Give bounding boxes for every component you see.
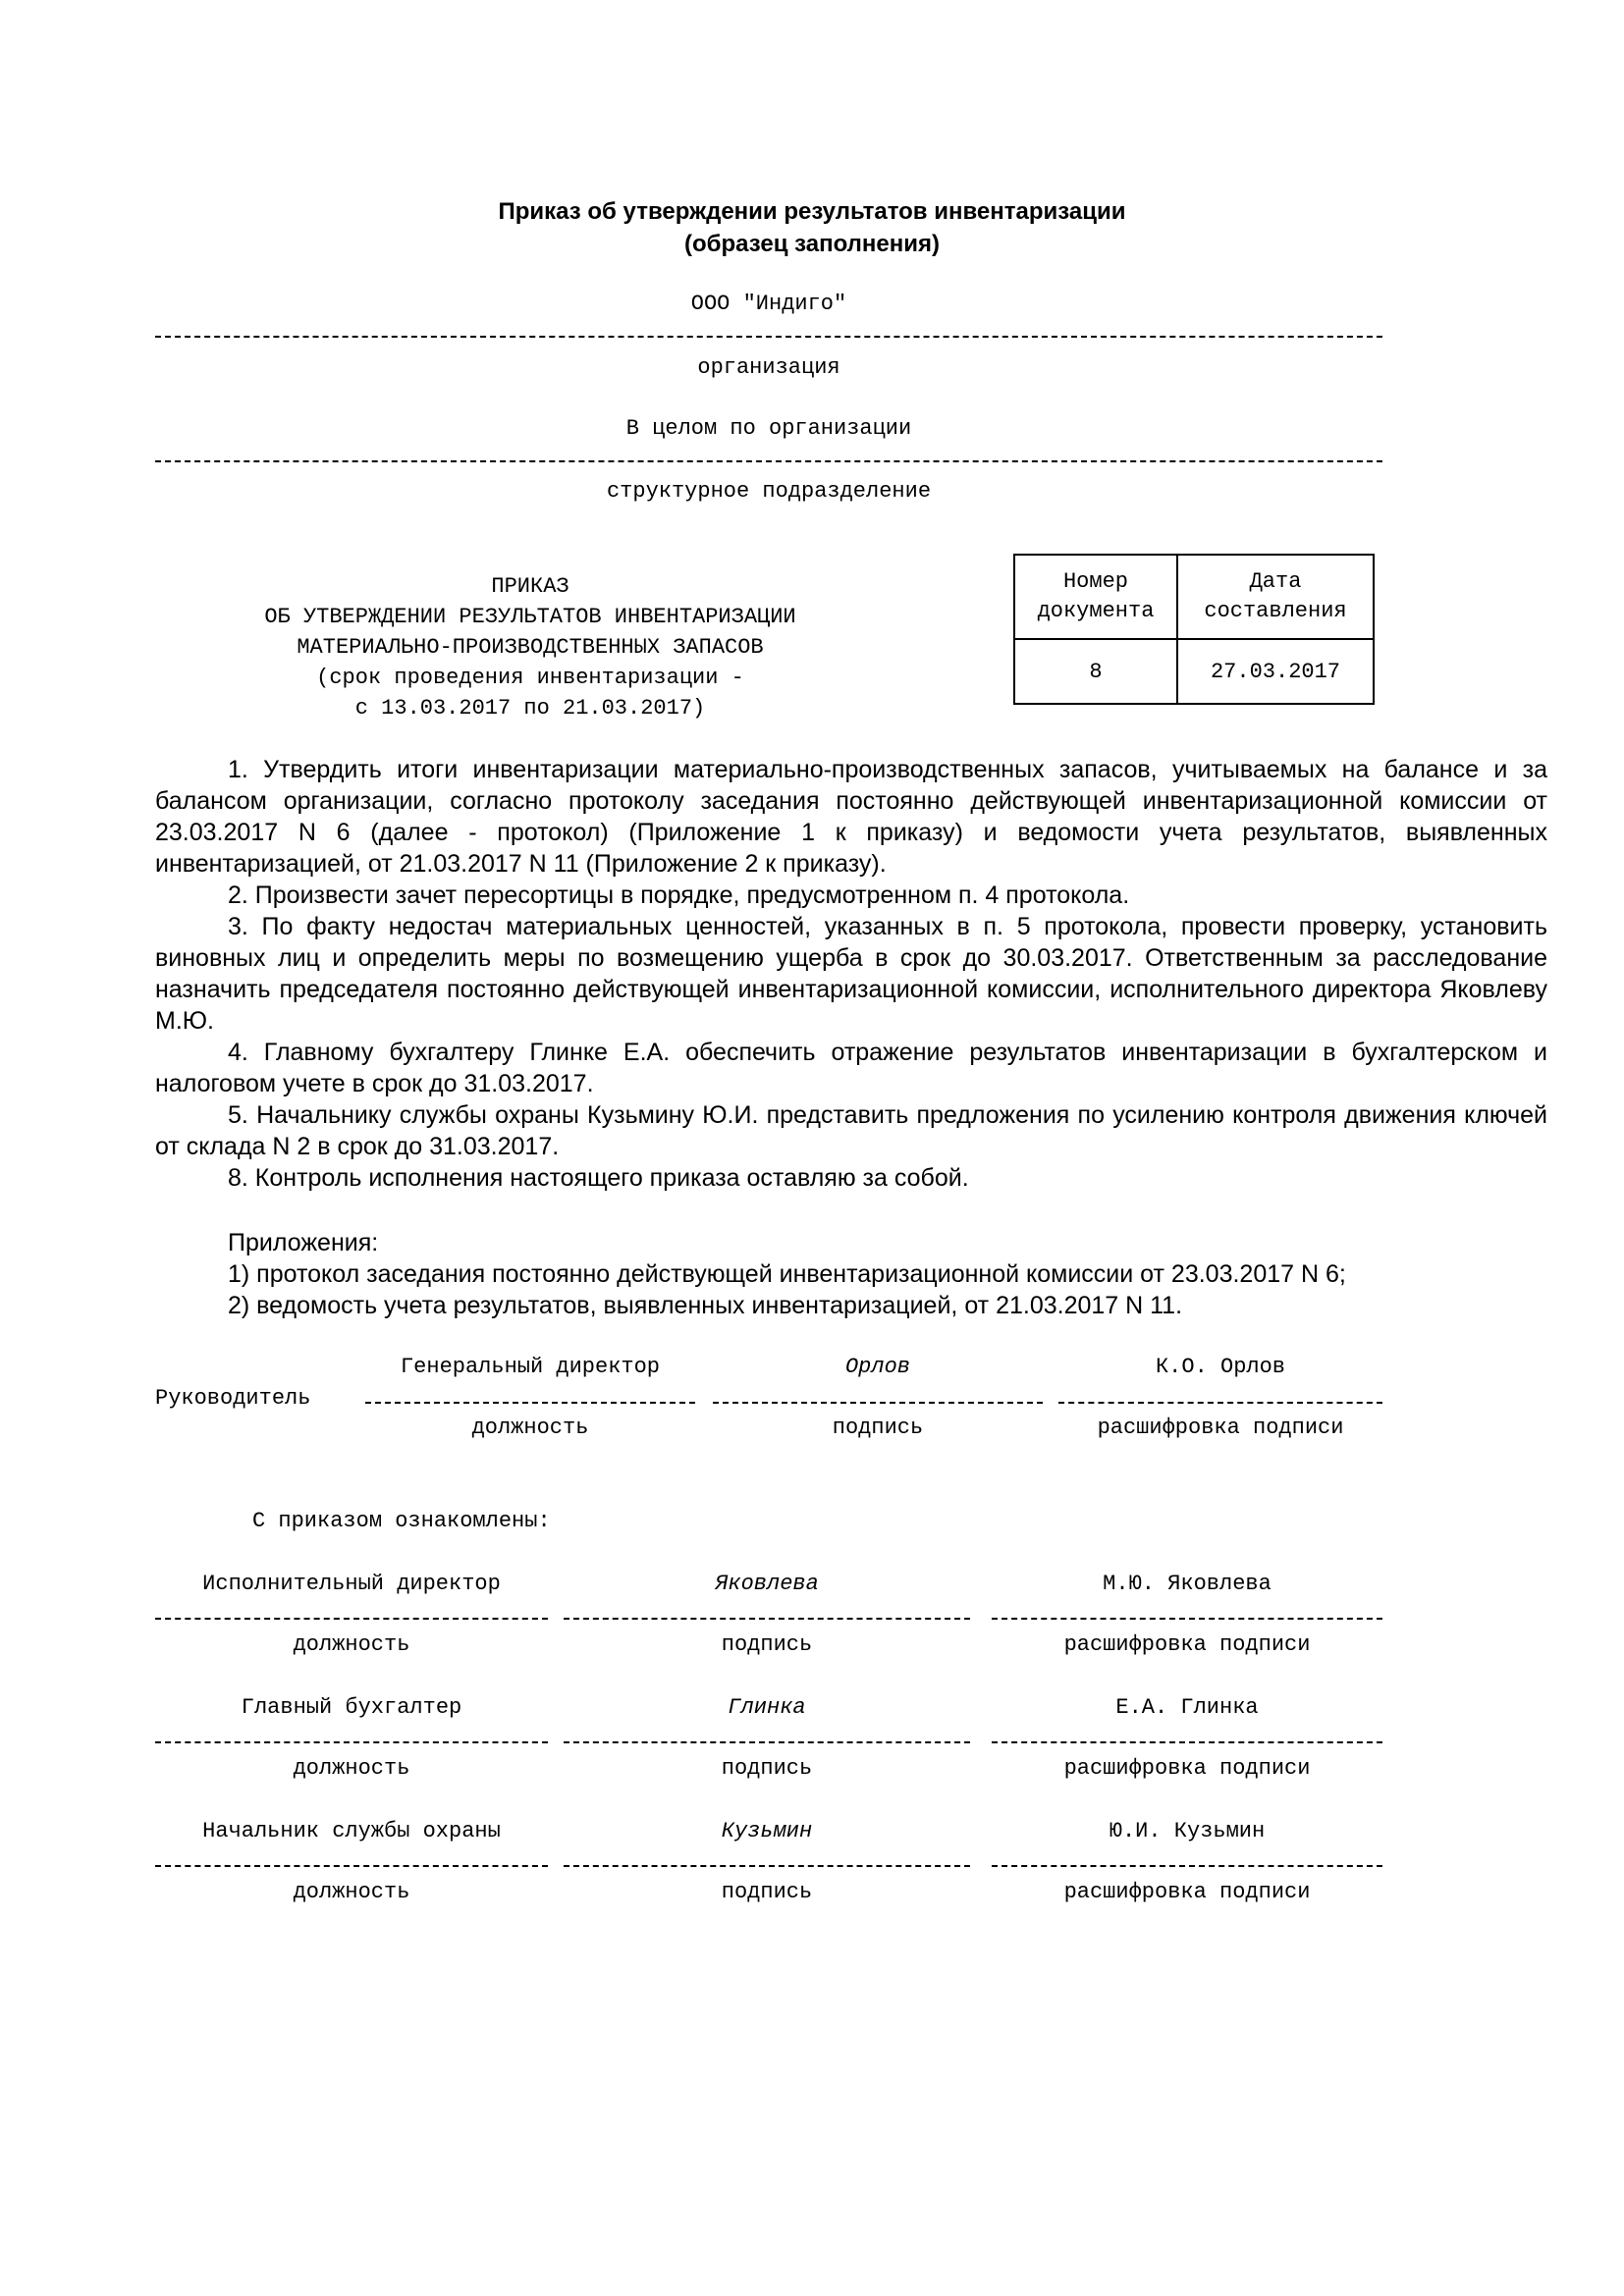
director-signature-line (713, 1402, 1043, 1404)
organization-name: ООО "Индиго" (690, 292, 847, 316)
person-signature: Кузьмин (721, 1819, 813, 1843)
order-heading-line: (срок проведения инвентаризации - (316, 666, 744, 690)
person-position: Начальник службы охраны (202, 1819, 501, 1843)
person-name-line (992, 1741, 1382, 1743)
person-signature-line (564, 1865, 970, 1867)
paragraph: 8. Контроль исполнения настоящего приказа оставляю за собой. (228, 1164, 969, 1192)
paragraph: 1. Утвердить итоги инвентаризации материально-производственных запасов, учитываемых на балансе и за балансом организации, согласно протоколу заседания постоянно действующей инвентаризационной комиссии от 23.03.2017 N 6 (далее - протокол) (Приложение 1 к приказу) и ведомости учета результатов, выявленных инвентаризацией, от 21.03.2017 N 11 (Приложение 2 к приказу). (155, 756, 1547, 878)
person-name: Е.А. Глинка (1115, 1695, 1259, 1720)
appendices-title: Приложения: (228, 1229, 379, 1256)
appendices (228, 1227, 1583, 1321)
order-body (155, 754, 1547, 1194)
division-name: В целом по организации (625, 416, 912, 441)
person-name-line (992, 1618, 1382, 1620)
appendix-item: 2) ведомость учета результатов, выявленных инвентаризацией, от 21.03.2017 N 11. (228, 1292, 1183, 1319)
director-role-label: Руководитель (155, 1386, 311, 1411)
caption-decoding: расшифровка подписи (1063, 1880, 1311, 1904)
page-title: Приказ об утверждении результатов инвентаризации (498, 198, 1126, 225)
caption-signature: подпись (721, 1880, 813, 1904)
director-name: К.О. Орлов (1155, 1355, 1286, 1379)
paragraph: 2. Произвести зачет пересортицы в порядке, предусмотренном п. 4 протокола. (228, 881, 1130, 909)
person-name-line (992, 1865, 1382, 1867)
director-position-line (365, 1402, 695, 1404)
caption-position: должность (293, 1880, 410, 1904)
caption-signature: подпись (832, 1415, 924, 1440)
director-signature: Орлов (844, 1355, 910, 1379)
person-position-line (155, 1865, 548, 1867)
organization-caption: организация (697, 355, 840, 380)
doc-number-header: Номер документа (1014, 555, 1177, 639)
appendix-item: 1) протокол заседания постоянно действующей инвентаризационной комиссии от 23.03.2017 N 6; (228, 1260, 1346, 1288)
division-line (155, 460, 1382, 462)
caption-position: должность (293, 1756, 410, 1781)
director-name-line (1058, 1402, 1382, 1404)
person-position-line (155, 1741, 548, 1743)
person-position: Исполнительный директор (202, 1572, 501, 1596)
person-signature-line (564, 1618, 970, 1620)
paragraph: 3. По факту недостач материальных ценностей, указанных в п. 5 протокола, провести проверку, установить виновных лиц и определить меры по возмещению ущерба в срок до 30.03.2017. Ответственным за расследование назначить председателя постоянно действующей инвентаризационной комиссии, исполнительного директора Яковлеву М.Ю. (155, 913, 1547, 1035)
division-caption: структурное подразделение (606, 479, 932, 504)
caption-decoding: расшифровка подписи (1063, 1756, 1311, 1781)
caption-decoding: расшифровка подписи (1097, 1415, 1344, 1440)
caption-position: должность (471, 1415, 589, 1440)
order-heading-line: с 13.03.2017 по 21.03.2017) (354, 696, 706, 721)
order-heading-line: ОБ УТВЕРЖДЕНИИ РЕЗУЛЬТАТОВ ИНВЕНТАРИЗАЦИИ (264, 605, 796, 629)
person-name: М.Ю. Яковлева (1103, 1572, 1272, 1596)
caption-position: должность (293, 1632, 410, 1657)
paragraph: 4. Главному бухгалтеру Глинке Е.А. обеспечить отражение результатов инвентаризации в бухгалтерском и налоговом учете в срок до 31.03.2017. (155, 1039, 1547, 1097)
document-number-table (1013, 554, 1375, 705)
person-signature-line (564, 1741, 970, 1743)
caption-signature: подпись (721, 1756, 813, 1781)
person-position: Главный бухгалтер (241, 1695, 462, 1720)
doc-date-value: 27.03.2017 (1177, 639, 1374, 704)
order-heading-line: МАТЕРИАЛЬНО-ПРОИЗВОДСТВЕННЫХ ЗАПАСОВ (297, 635, 764, 660)
director-position: Генеральный директор (400, 1355, 661, 1379)
person-signature: Глинка (728, 1695, 806, 1720)
doc-number-value: 8 (1014, 639, 1177, 704)
acquainted-title: С приказом ознакомлены: (252, 1509, 551, 1533)
person-signature: Яковлева (715, 1572, 819, 1596)
paragraph: 5. Начальнику службы охраны Кузьмину Ю.И. представить предложения по усилению контроля движения ключей от склада N 2 в срок до 31.03.2017. (155, 1101, 1547, 1160)
order-heading (216, 571, 844, 723)
caption-signature: подпись (721, 1632, 813, 1657)
person-position-line (155, 1618, 548, 1620)
caption-decoding: расшифровка подписи (1063, 1632, 1311, 1657)
doc-date-header: Дата составления (1177, 555, 1374, 639)
person-name: Ю.И. Кузьмин (1109, 1819, 1266, 1843)
page-subtitle: (образец заполнения) (683, 231, 940, 257)
organization-line (155, 336, 1382, 338)
order-heading-line: ПРИКАЗ (491, 574, 569, 599)
